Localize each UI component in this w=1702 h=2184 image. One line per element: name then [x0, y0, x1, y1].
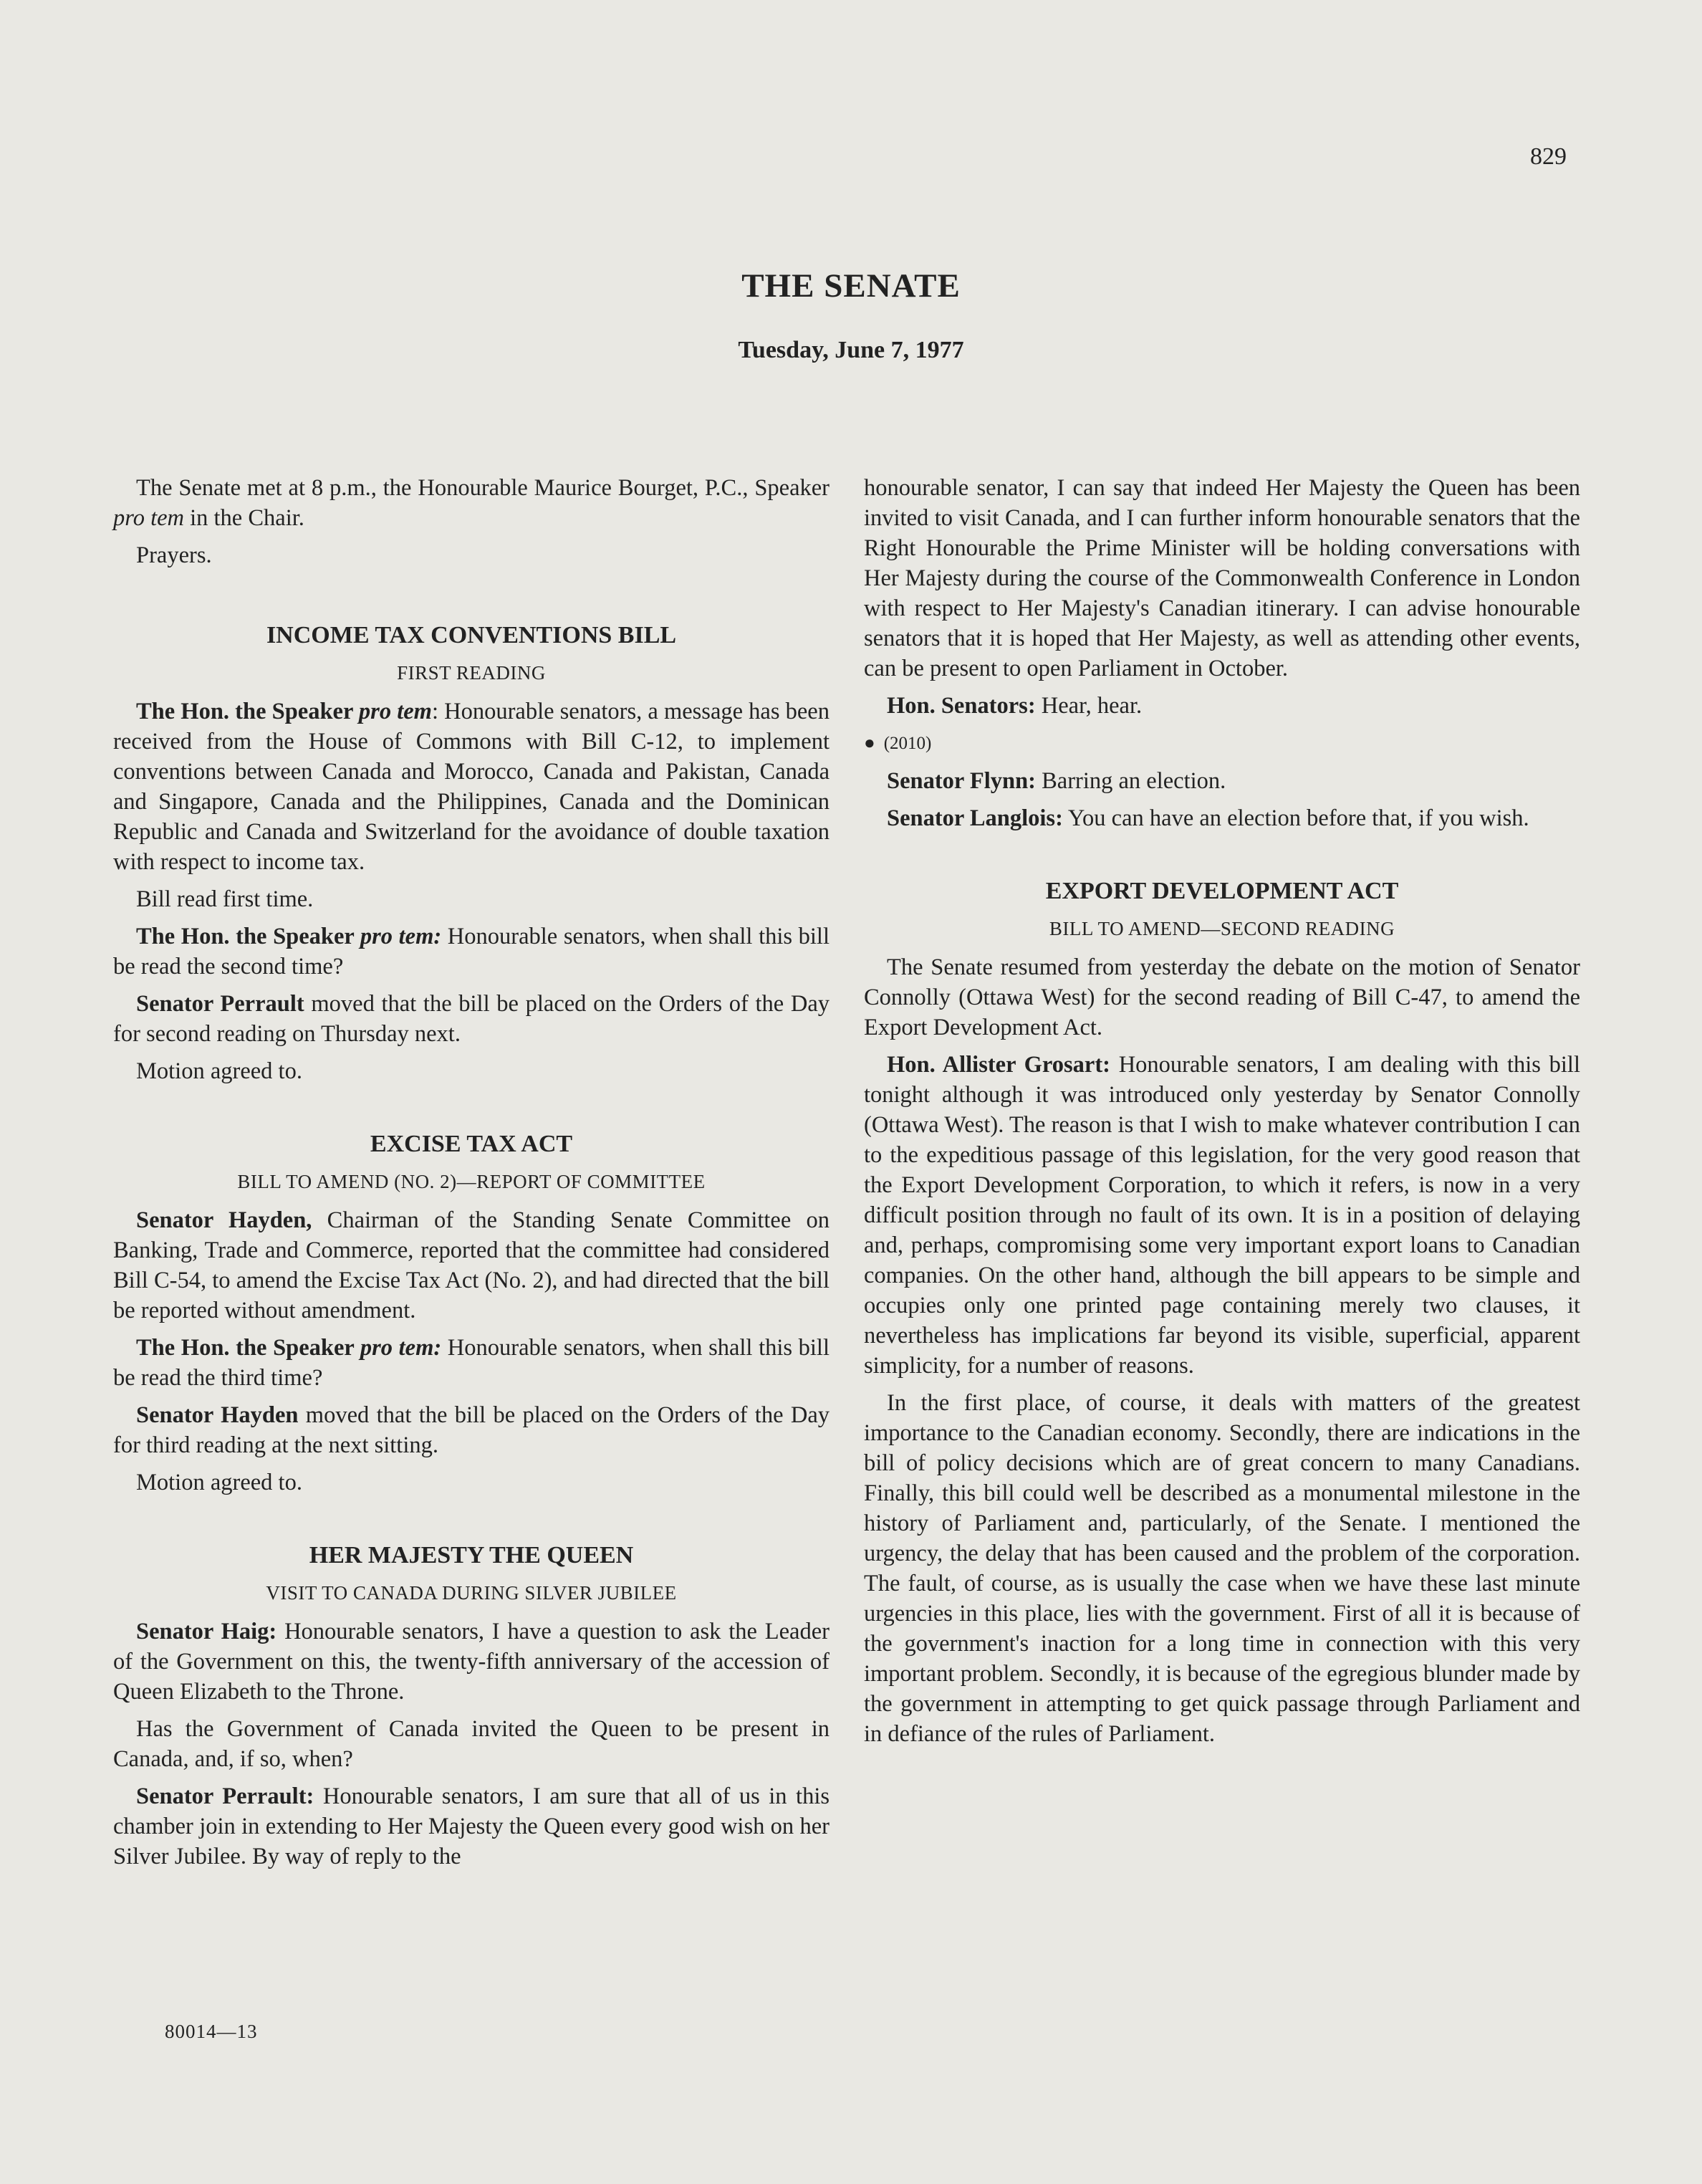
speaker-name: Senator Perrault: — [136, 1783, 314, 1809]
left-column — [113, 473, 830, 1879]
speech-paragraph: Senator Haig: Honourable senators, I have a question to ask the Leader of the Government on this, the twenty-fifth anniversary of the accession of Queen Elizabeth to the Throne. — [113, 1619, 830, 1705]
speaker-name: Senator Hayden, — [136, 1207, 312, 1233]
speaker-name: Senator Perrault — [136, 991, 304, 1017]
speaker-name: Hon. Senators: — [887, 693, 1036, 719]
speaker-name: The Hon. the Speaker pro tem: — [136, 924, 442, 949]
speaker-name: The Hon. the Speaker pro tem — [136, 699, 432, 724]
time-marker: ● (2010) — [864, 732, 932, 753]
section-subheading: FIRST READING — [397, 662, 546, 684]
speech-paragraph: Hon. Allister Grosart: Honourable senators, I am dealing with this bill tonight although it was introduced only yesterday by Senator Connolly (Ottawa West). The reason is that I wish to make whatever contribution I can to the expeditious passage of this legislation, for the very good reason that the Export Development Corporation, to which it refers, is now in a very difficult position through no fault of its own. It is in a position of delaying and, perhaps, compromising some very important export loans to Canadian companies. On the other hand, although the bill appears to be simple and occupies only one printed page containing merely two clauses, it nevertheless has implications far beyond its visible, superficial, apparent simplicity, for a number of reasons. — [864, 1052, 1580, 1379]
speech-paragraph: Has the Government of Canada invited the Queen to be present in Canada, and, if so, when? — [113, 1716, 830, 1772]
speech-paragraph: The Hon. the Speaker pro tem: Honourable senators, when shall this bill be read the third time? — [113, 1335, 830, 1391]
speech-paragraph: Senator Perrault moved that the bill be placed on the Orders of the Day for second reading on Thursday next. — [113, 991, 830, 1047]
speaker-name: Senator Haig: — [136, 1619, 277, 1644]
speaker-name: Senator Langlois: — [887, 805, 1063, 831]
speech-continuation: honourable senator, I can say that indeed Her Majesty the Queen has been invited to visit Canada, and I can further inform honourable senators that the Right Honourable the Prime Minister will be holding conversations with Her Majesty during the course of the Commonwealth Conference in London with respect to Her Majesty's Canadian itinerary. I can advise honourable senators that it is hoped that Her Majesty, as well as attending other events, can be present to open Parliament in October. — [864, 475, 1580, 681]
print-code: 80014—13 — [165, 2021, 258, 2042]
prayers: Prayers. — [136, 542, 212, 568]
section-heading: EXCISE TAX ACT — [370, 1131, 573, 1157]
page-title: THE SENATE — [741, 267, 961, 305]
speech-paragraph: Senator Flynn: Barring an election. — [887, 768, 1226, 794]
sitting-date: Tuesday, June 7, 1977 — [738, 337, 964, 363]
speaker-name: Senator Flynn: — [887, 768, 1036, 794]
section-heading: EXPORT DEVELOPMENT ACT — [1045, 878, 1399, 904]
section-heading: HER MAJESTY THE QUEEN — [309, 1542, 634, 1568]
proceeding-note: Motion agreed to. — [136, 1470, 302, 1495]
right-column — [864, 473, 1580, 1756]
speaker-name: Senator Hayden — [136, 1402, 299, 1428]
speech-paragraph: The Hon. the Speaker pro tem: Honourable senators, when shall this bill be read the second time? — [113, 924, 830, 980]
bullet-icon: ● — [864, 732, 875, 753]
speech-paragraph: Senator Hayden, Chairman of the Standing Senate Committee on Banking, Trade and Commerce, reported that the committee had considered Bill C-54, to amend the Excise Tax Act (No. 2), and had directed that the bill be reported without amendment. — [113, 1207, 830, 1323]
speech-paragraph: In the first place, of course, it deals with matters of the greatest importance to the Canadian economy. Secondly, there are indications in the bill of policy decisions which are of great concern to many Canadians. Finally, this bill could well be described as a monumental milestone in the history of Parliament and, particularly, of the Senate. I mentioned the urgency, the delay that has been caused and the problem of the corporation. The fault, of course, as is usually the case when we have these last minute urgencies in this place, lies with the government. First of all it is because of the government's inaction for a long time in connection with this very important problem. Secondly, it is because of the egregious blunder made by the government in attempting to get quick passage through Parliament and in defiance of the rules of Parliament. — [864, 1390, 1580, 1747]
speech-paragraph: Senator Langlois: You can have an election before that, if you wish. — [887, 805, 1529, 831]
speech-paragraph: The Senate resumed from yesterday the debate on the motion of Senator Connolly (Ottawa West) for the second reading of Bill C-47, to amend the Export Development Act. — [864, 954, 1580, 1040]
section-subheading: VISIT TO CANADA DURING SILVER JUBILEE — [266, 1582, 677, 1604]
speech-paragraph: The Hon. the Speaker pro tem: Honourable senators, a message has been received from the House of Commons with Bill C-12, to implement conventions between Canada and Morocco, Canada and Pakistan, Canada and Singapore, Canada and the Philippines, Canada and the Dominican Republic and Canada and Switzerland for the avoidance of double taxation with respect to income tax. — [113, 699, 830, 875]
speech-paragraph: Hon. Senators: Hear, hear. — [887, 693, 1143, 719]
speech-paragraph: Senator Perrault: Honourable senators, I am sure that all of us in this chamber join in extending to Her Majesty the Queen every good wish on her Silver Jubilee. By way of reply to the — [113, 1783, 830, 1869]
section-subheading: BILL TO AMEND (NO. 2)—REPORT OF COMMITTEE — [237, 1171, 706, 1192]
speaker-name: Hon. Allister Grosart: — [887, 1052, 1110, 1078]
page-number: 829 — [1530, 143, 1567, 170]
section-heading: INCOME TAX CONVENTIONS BILL — [266, 622, 677, 648]
speaker-name: The Hon. the Speaker pro tem: — [136, 1335, 442, 1361]
speech-paragraph: Senator Hayden moved that the bill be placed on the Orders of the Day for third reading at the next sitting. — [113, 1402, 830, 1458]
proceeding-note: Bill read first time. — [136, 886, 314, 912]
opening-paragraph: The Senate met at 8 p.m., the Honourable Maurice Bourget, P.C., Speaker pro tem in the Chair. — [113, 475, 830, 531]
proceeding-note: Motion agreed to. — [136, 1058, 302, 1084]
section-subheading: BILL TO AMEND—SECOND READING — [1049, 918, 1395, 939]
